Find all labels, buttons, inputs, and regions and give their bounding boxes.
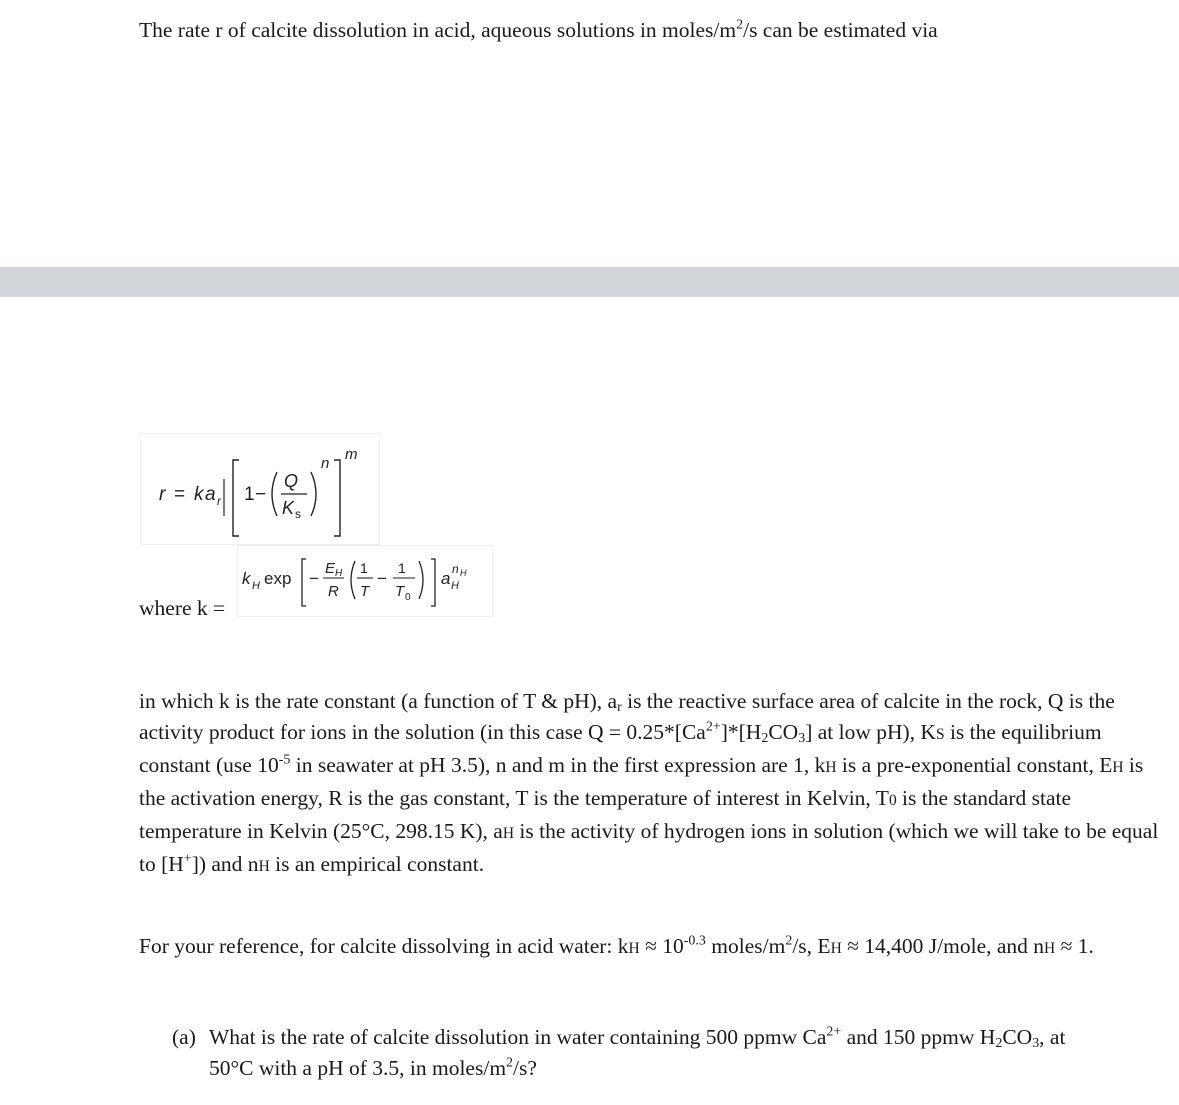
variable-definitions: in which k is the rate constant (a function of T & pH), $a_r$ is the reactive surface area of calcite in the rock, Q is the activity product for ions in the solution (in this case $Q = 0.25*[Ca^{2+}]*[H_2CO_3]$ at low pH), KS is the equilibrium constant (use $10^{-5}$ in seawater at pH 3.5), n and m in the first expression are 1, kH is a pre-exponential constant, EH is the activation energy, R is the gas constant, T is the temperature of interest in Kelvin, T0 is the standard state temperature in Kelvin (25°C, 298.15 K), aH is the activity of hydrogen ions in solution (which we will take to be equal to [H+]) and nH is an empirical constant.	[139, 689, 1159, 876]
svg-text:a: a	[205, 484, 216, 505]
svg-text:m: m	[345, 446, 358, 463]
rate-equation	[140, 433, 380, 545]
svg-text:T: T	[360, 583, 370, 600]
svg-text:n: n	[321, 455, 330, 472]
svg-text:k: k	[242, 569, 251, 588]
reference-values: For your reference, for calcite dissolving in acid water: kH ≈ $10^{-0.3}$ moles/$m^2/s$, EH ≈ 14,400 J/mole, and nH ≈ 1.	[139, 933, 1094, 958]
intro-sentence: The rate r of calcite dissolution in acid, aqueous solutions in moles/$m^2/s$ can be estimated via	[139, 17, 938, 42]
question-text: What is the rate of calcite dissolution in water containing 500 ppmw $Ca^{2+}$ and 150 ppmw $H_2CO_3$, at 50°C with a pH of 3.5, in moles/$m^2/s$?	[209, 1024, 1066, 1080]
svg-text:T: T	[395, 583, 405, 600]
svg-text:=: =	[174, 484, 186, 505]
question-a	[172, 1022, 1072, 1084]
svg-text:1: 1	[398, 560, 406, 576]
svg-text:1: 1	[360, 560, 368, 576]
svg-text:k: k	[194, 484, 204, 505]
svg-text:1: 1	[244, 484, 255, 505]
svg-text:s: s	[295, 507, 301, 521]
rate-constant-equation	[237, 545, 493, 617]
svg-text:H: H	[335, 568, 343, 579]
svg-text:r: r	[217, 494, 221, 508]
svg-text:r: r	[159, 484, 166, 505]
svg-text:−: −	[255, 484, 267, 505]
svg-text:exp: exp	[264, 569, 292, 588]
svg-text:K: K	[282, 498, 295, 518]
svg-text:a: a	[441, 569, 451, 588]
svg-text:E: E	[325, 560, 336, 577]
svg-text:n: n	[452, 562, 459, 576]
svg-text:R: R	[328, 583, 339, 600]
svg-text:H: H	[252, 580, 260, 592]
section-divider	[0, 267, 1179, 297]
svg-text:−: −	[309, 569, 319, 588]
svg-text:H: H	[451, 580, 459, 592]
where-label: where k =	[139, 596, 226, 620]
svg-text:H: H	[460, 568, 467, 578]
question-label: (a)	[172, 1025, 196, 1049]
svg-text:0: 0	[405, 592, 411, 603]
svg-text:Q: Q	[284, 471, 299, 491]
svg-text:−: −	[377, 569, 387, 588]
